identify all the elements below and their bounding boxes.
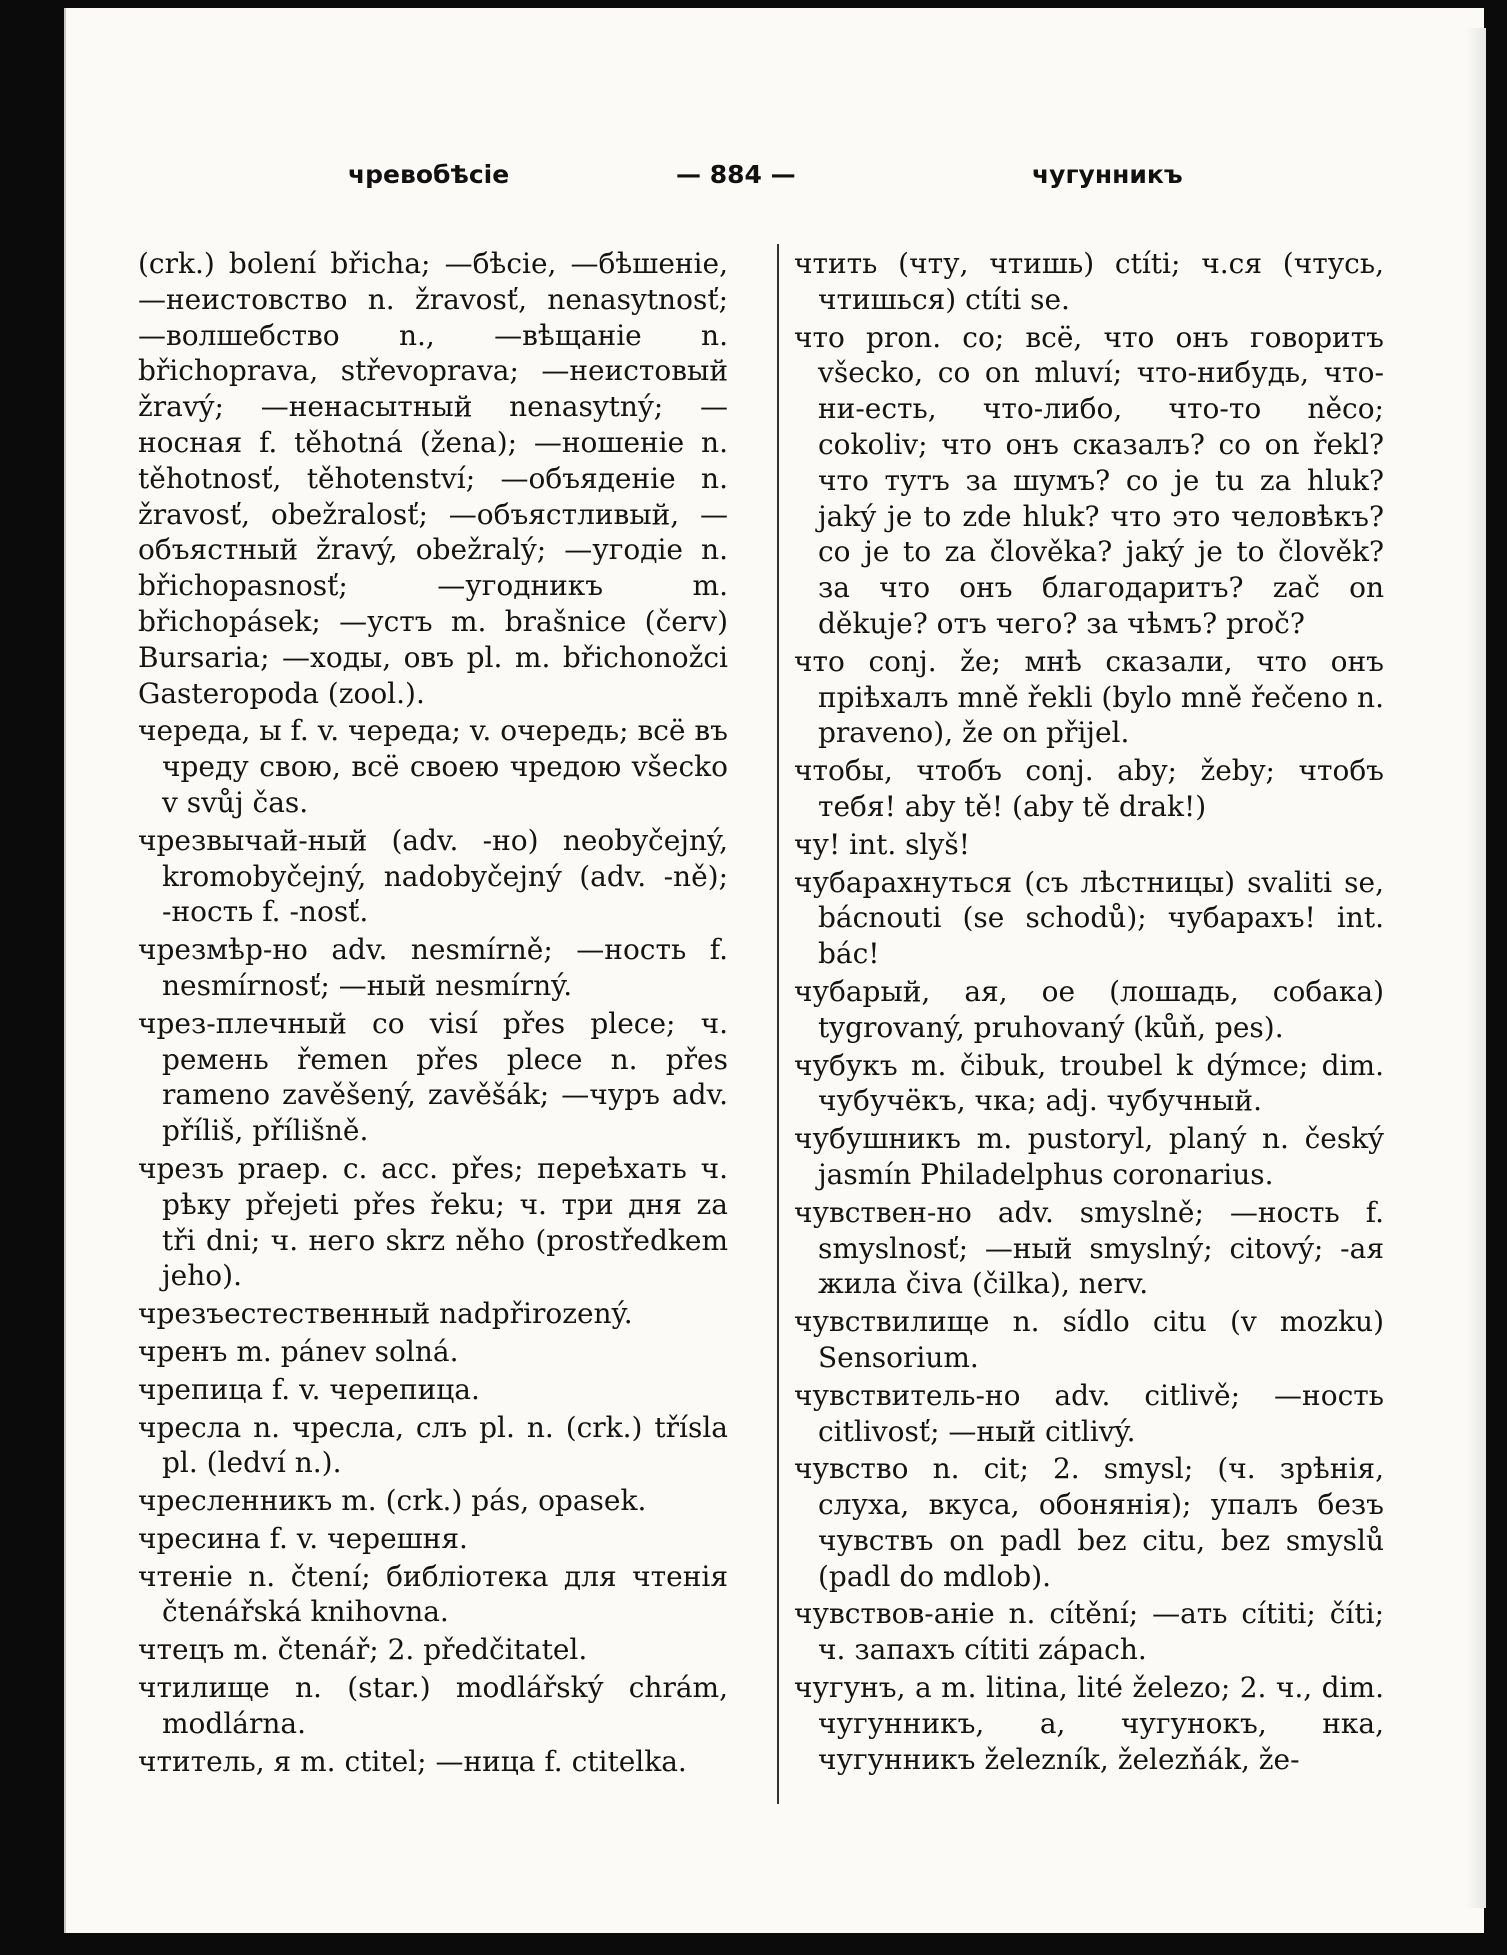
- dictionary-entry: чувствитель-но adv. citlivě; —ность citlivosť; —ный citlivý.: [794, 1378, 1384, 1448]
- dictionary-entry: чувствов-аніе n. cítění; —ать cítiti; číti; ч. запахъ cítiti zápach.: [794, 1597, 1384, 1667]
- dictionary-entry: чубарый, ая, ое (лошадь, собака) tygrovaný, pruhovaný (kůň, pes).: [794, 974, 1384, 1044]
- dictionary-entry: чувствилище n. sídlo citu (v mozku) Sensorium.: [794, 1305, 1384, 1374]
- dictionary-entry: что conj. že; мнѣ сказали, что онъ пріѣхалъ mně řekli (bylo mně řečeno n. praveno), že on přijel.: [794, 644, 1384, 750]
- header-left-guide-word: чревобѣсіе: [348, 160, 510, 189]
- header-right-guide-word: чугунникъ: [1032, 160, 1183, 189]
- dictionary-entry: чрезмѣр-но adv. nesmírně; —ность f. nesmírnosť; —ный nesmírný.: [138, 933, 728, 1002]
- dictionary-entry: чу! int. slyš!: [794, 827, 970, 861]
- dictionary-entry: что pron. co; всё, что онъ говоритъ všecko, co on mluví; что-нибудь, что-ни-есть, что-либо, что-то něco; cokoliv; что онъ сказалъ? co on řekl? что тутъ за шумъ? co je tu za hluk? jaký je to zde hluk? что это человѣкъ? co je to za člověka? jaký je to člověk? за что онъ благодаритъ? zač on děkuje? отъ чего? за чѣмъ? proč?: [794, 320, 1384, 640]
- dictionary-entry: чресла n. чресла, слъ pl. n. (crk.) třísla pl. (ledví n.).: [138, 1410, 728, 1480]
- column-divider: [777, 244, 779, 1804]
- dictionary-entry: чугунъ, а m. litina, lité železo; 2. ч., dim. чугунникъ, а, чугунокъ, нка, чугунникъ železník, železňák, že-: [794, 1671, 1384, 1776]
- dictionary-entry: чтитель, я m. ctitel; —ница f. ctitelka.: [138, 1744, 687, 1778]
- right-column: [794, 246, 1384, 1779]
- dictionary-entry: чрез-плечный co visí přes plece; ч. ремень řemen přes plece n. přes rameno zavěšený, zavěšák; —чуръ adv. příliš, přílišně.: [138, 1006, 728, 1148]
- dictionary-entry: чресина f. v. черешня.: [138, 1521, 468, 1555]
- dictionary-entry: чувствен-но adv. smyslně; —ность f. smyslnosť; —ный smyslný; citový; -ая жила čiva (čilka), nerv.: [794, 1195, 1384, 1301]
- dictionary-entry: чтилище n. (star.) modlářský chrám, modlárna.: [138, 1671, 728, 1740]
- left-column: [138, 246, 728, 1781]
- dictionary-entry: (crk.) bolení břicha; —бѣсіе, —бѣшеніе, —неистовство n. žravosť, nenasytnosť; —волшебство n., —вѣщаніе n. břichoprava, střevoprava; —неистовый žravý; —ненасытный nenasytný; —носная f. těhotná (žena); —ношеніе n. těhotnosť, těhotenství; —объяденіе n. žravosť, obežralosť; —объястливый, —объястный žravý, obežralý; —угодіе n. břichopasnosť; —угодникъ m. břichopásek; —устъ m. brašnice (červ) Bursaria; —ходы, овъ pl. m. břichonožci Gasteropoda (zool.).: [138, 247, 728, 710]
- dictionary-entry: чренъ m. pánev solná.: [138, 1334, 459, 1368]
- page-number: — 884 —: [676, 160, 796, 189]
- dictionary-page: [64, 8, 1484, 1933]
- dictionary-entry: чрепица f. v. черепица.: [138, 1372, 480, 1406]
- dictionary-entry: чресленникъ m. (crk.) pás, opasek.: [138, 1484, 647, 1518]
- dictionary-entry: чтецъ m. čtenář; 2. předčitatel.: [138, 1633, 588, 1667]
- dictionary-entry: череда, ы f. v. череда; v. очередь; всё въ чреду свою, всё своею чредою všecko v svůj čas.: [138, 714, 728, 819]
- dictionary-entry: чрезъ praep. c. acc. přes; переѣхать ч. рѣку přejeti přes řeku; ч. три дня za tři dni; ч. него skrz něho (prostředkem jeho).: [138, 1151, 728, 1293]
- dictionary-entry: чтить (чту, чтишь) ctíti; ч.ся (чтусь, чтишься) ctíti se.: [794, 247, 1384, 316]
- dictionary-entry: чубукъ m. čibuk, troubel k dýmce; dim. чубучёкъ, чка; adj. чубучный.: [794, 1048, 1384, 1118]
- dictionary-entry: чрезъестественный nadpřirozený.: [138, 1297, 633, 1331]
- dictionary-entry: чувство n. cit; 2. smysl; (ч. зрѣнія, слуха, вкуса, обонянія); упалъ безъ чувствъ on padl bez citu, bez smyslů (padl do mdlob).: [794, 1452, 1384, 1593]
- dictionary-entry: чубушникъ m. pustoryl, planý n. český jasmín Philadelphus coronarius.: [794, 1122, 1384, 1191]
- dictionary-entry: чубарахнуться (съ лѣстницы) svaliti se, bácnouti (se schodů); чубарахъ! int. bác!: [794, 865, 1384, 971]
- dictionary-entry: чтеніе n. čtení; библіотека для чтенія čtenářská knihovna.: [138, 1559, 728, 1629]
- dictionary-entry: чтобы, чтобъ conj. aby; žeby; чтобъ тебя! aby tě! (aby tě drak!): [794, 754, 1384, 823]
- page-header: [66, 160, 1484, 200]
- dictionary-entry: чрезвычай-ный (adv. -но) neobyčejný, kromobyčejný, nadobyčejný (adv. -ně); -ность f. -nosť.: [138, 823, 728, 929]
